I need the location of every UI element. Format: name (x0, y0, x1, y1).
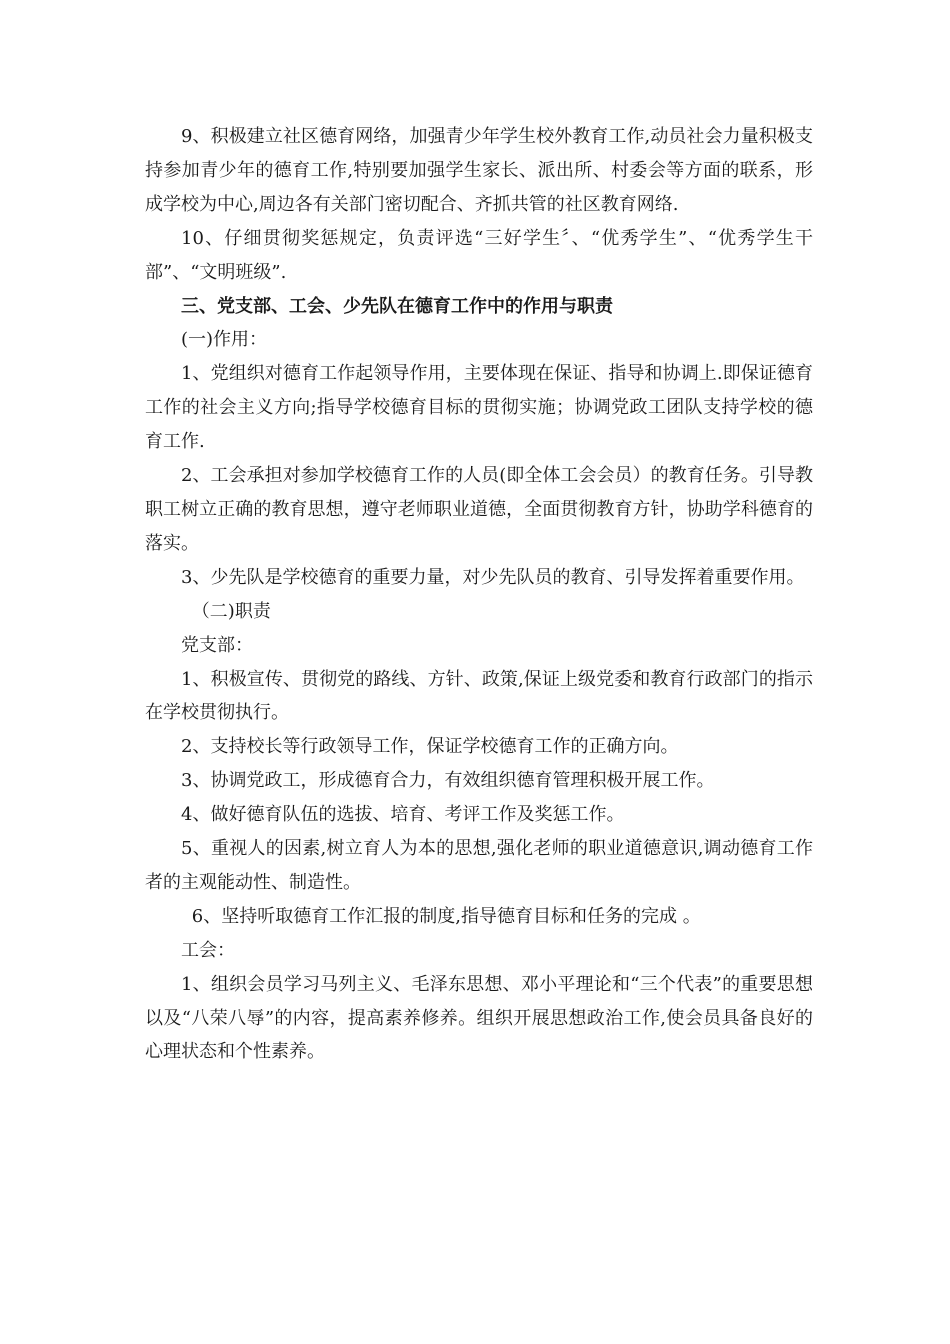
subsection-heading-duty: （二)职责 (191, 600, 271, 622)
role-item-2: 2、工会承担对参加学校德育工作的人员(即全体工会会员）的教育任务。引导教职工树立正确的教育思想，遵守老师职业道德，全面贯彻教育方针，协助学科德育的落实。 (145, 465, 813, 554)
section-heading: 三、党支部、工会、少先队在德育工作中的作用与职责 (181, 295, 613, 317)
party-duty-3: 3、协调党政工，形成德育合力，有效组织德育管理积极开展工作。 (181, 770, 715, 792)
role-item-1: 1、党组织对德育工作起领导作用，主要体现在保证、指导和协调上.即保证德育工作的社会主义方向;指导学校德育目标的贯彻实施；协调党政工团队支持学校的德育工作. (145, 363, 813, 453)
union-duty-1: 1、组织会员学习马列主义、毛泽东思想、邓小平理论和“三个代表”的重要思想以及“八荣八辱”的内容，提高素养修养。组织开展思想政治工作,使会员具备良好的心理状态和个性素养。 (145, 973, 813, 1063)
subsection-heading-role: (一)作用： (181, 329, 268, 351)
party-duty-1: 1、积极宣传、贯彻党的路线、方针、政策,保证上级党委和教育行政部门的指示在学校贯彻执行。 (145, 668, 813, 724)
paragraph-item-10: 10、仔细贯彻奖惩规定，负责评选“三好学生〞、“优秀学生”、“优秀学生干部”、“文明班级”. (145, 227, 813, 283)
document-body (145, 120, 813, 1069)
party-duty-5: 5、重视人的因素,树立育人为本的思想,强化老师的职业道德意识,调动德育工作者的主观能动性、制造性。 (145, 838, 813, 893)
party-duty-6: 6、坚持听取德育工作汇报的制度,指导德育目标和任务的完成 。 (191, 905, 701, 927)
party-duty-4: 4、做好德育队伍的选拔、培育、考评工作及奖惩工作。 (181, 804, 625, 826)
union-heading: 工会： (181, 939, 235, 961)
party-duty-2: 2、支持校长等行政领导工作，保证学校德育工作的正确方向。 (181, 736, 679, 758)
paragraph-item-9: 9、积极建立社区德育网络，加强青少年学生校外教育工作,动员社会力量积极支持参加青少年的德育工作,特别要加强学生家长、派出所、村委会等方面的联系，形成学校为中心,周边各有关部门密切配合、齐抓共管的社区教育网络. (145, 126, 813, 215)
role-item-3: 3、少先队是学校德育的重要力量，对少先队员的教育、引导发挥着重要作用。 (181, 566, 805, 588)
party-branch-heading: 党支部： (181, 634, 253, 656)
